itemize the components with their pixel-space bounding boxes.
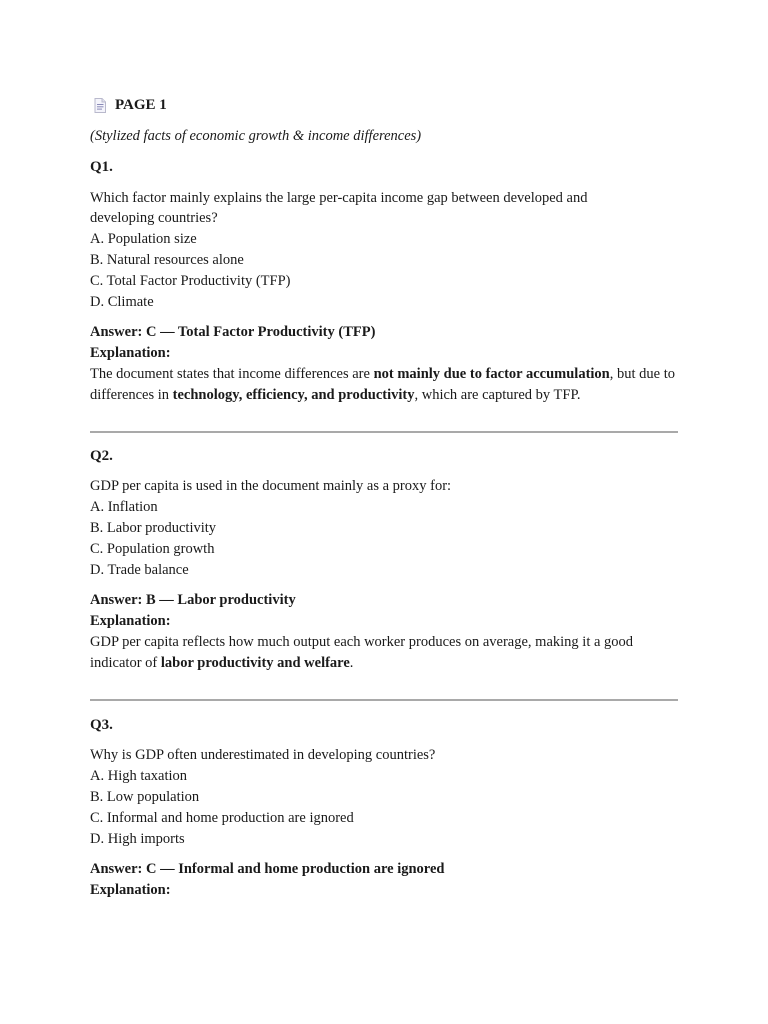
option-d: D. High imports xyxy=(90,830,185,847)
answer-line: Answer: C — Total Factor Productivity (TFP) xyxy=(90,324,376,341)
question-stem: Which factor mainly explains the large per-capita income gap between developed and developing countries? xyxy=(90,189,588,227)
question-block-1 xyxy=(90,157,680,406)
explanation-text: The document states that income differences are not mainly due to factor accumulation, but due to differences in technology, efficiency, and productivity, which are captured by TFP. xyxy=(90,365,675,403)
option-d: D. Climate xyxy=(90,293,154,310)
question-number: Q3. xyxy=(90,716,113,733)
question-block-2 xyxy=(90,446,680,674)
question-stem: GDP per capita is used in the document mainly as a proxy for: xyxy=(90,478,452,495)
divider xyxy=(90,431,678,433)
question-block-3 xyxy=(90,715,680,901)
page-header xyxy=(94,94,680,116)
explanation-label: Explanation: xyxy=(90,882,171,899)
option-a: A. Population size xyxy=(90,231,197,248)
option-b: B. Low population xyxy=(90,788,200,805)
option-c: C. Total Factor Productivity (TFP) xyxy=(90,272,291,289)
option-c: C. Population growth xyxy=(90,540,215,557)
question-number: Q1. xyxy=(90,158,113,175)
page-title: PAGE 1 xyxy=(115,96,167,113)
question-number: Q2. xyxy=(90,447,113,464)
explanation-label: Explanation: xyxy=(90,613,171,630)
explanation-text: GDP per capita reflects how much output each worker produces on average, making it a good indicator of labor productivity and welfare. xyxy=(90,633,634,671)
option-d: D. Trade balance xyxy=(90,561,189,578)
option-a: A. Inflation xyxy=(90,499,158,516)
answer-line: Answer: B — Labor productivity xyxy=(90,592,296,609)
option-b: B. Labor productivity xyxy=(90,519,217,536)
document-page xyxy=(90,94,680,901)
page-subtitle: (Stylized facts of economic growth & income differences) xyxy=(90,128,422,144)
answer-line: Answer: C — Informal and home production are ignored xyxy=(90,861,445,878)
document-icon xyxy=(94,98,106,113)
option-c: C. Informal and home production are ignored xyxy=(90,809,354,826)
option-a: A. High taxation xyxy=(90,768,188,785)
explanation-label: Explanation: xyxy=(90,345,171,362)
option-b: B. Natural resources alone xyxy=(90,251,244,268)
question-stem: Why is GDP often underestimated in developing countries? xyxy=(90,747,436,764)
divider xyxy=(90,699,678,701)
